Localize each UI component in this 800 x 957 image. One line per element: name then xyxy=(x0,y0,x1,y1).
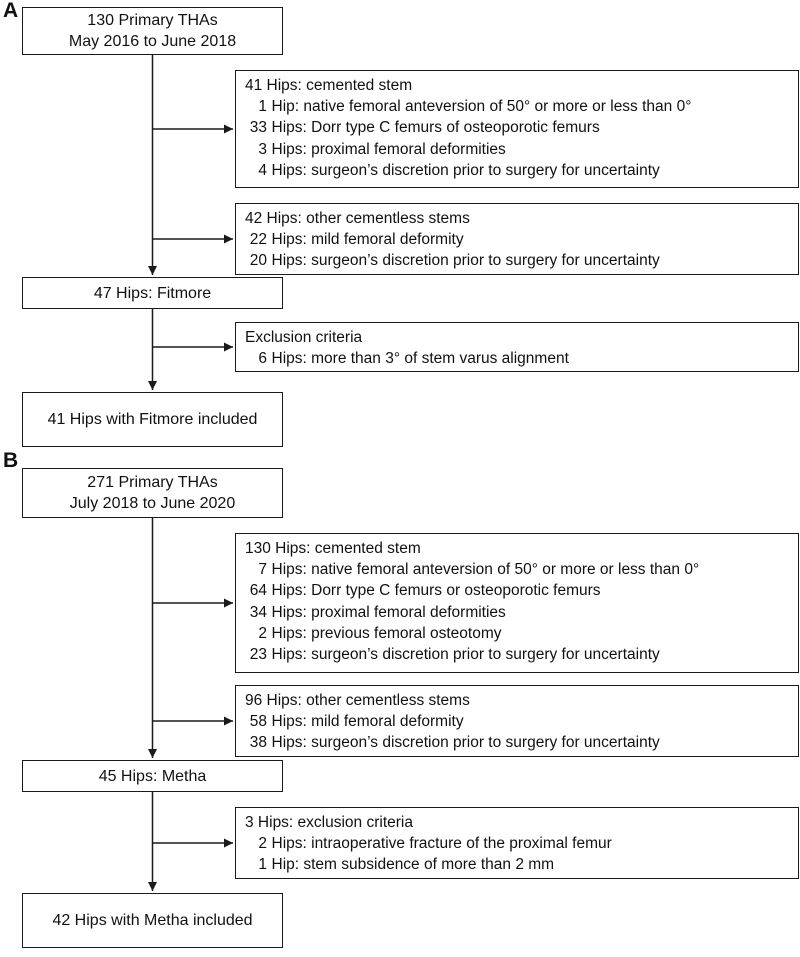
detail-item xyxy=(245,139,790,160)
item-count: 3 xyxy=(258,140,267,158)
item-count: 2 xyxy=(258,835,267,853)
detail-item xyxy=(245,732,790,753)
panel-a-cemented-stem-box xyxy=(235,70,799,188)
item-count: 1 xyxy=(258,856,267,874)
panel-b-cementless-stems-box xyxy=(235,685,799,757)
panel-b-exclusion-box xyxy=(235,807,799,879)
item-count: 6 xyxy=(258,350,267,368)
detail-item xyxy=(245,711,790,732)
panel-b-label: B xyxy=(3,449,19,472)
detail-item xyxy=(245,644,790,665)
item-text: Hip: stem subsidence of more than 2 mm xyxy=(271,856,555,874)
item-text: Hips: Dorr type C femurs of osteoporotic femurs xyxy=(271,119,600,137)
detail-item xyxy=(245,348,790,369)
detail-item xyxy=(245,602,790,623)
item-text: Hips: proximal femoral deformities xyxy=(271,603,506,621)
panel-a-exclusion-box xyxy=(235,322,799,372)
detail-item xyxy=(245,117,790,138)
start-box-line2: May 2016 to June 2018 xyxy=(68,33,237,50)
item-text: Hips: intraoperative fracture of the proximal femur xyxy=(271,835,612,853)
start-box-line1: 130 Primary THAs xyxy=(87,12,218,29)
cohort-box-text: 47 Hips: Fitmore xyxy=(93,284,212,302)
detail-item xyxy=(245,833,790,854)
item-text: Hips: more than 3° of stem varus alignment xyxy=(271,350,569,368)
panel-b-cemented-stem-box xyxy=(235,533,799,673)
panel-a-connectors xyxy=(153,55,234,390)
panel-b-connectors xyxy=(153,518,234,891)
item-text: Hips: surgeon’s discretion prior to surgery for uncertainty xyxy=(271,646,660,664)
start-box-line2: July 2018 to June 2020 xyxy=(69,495,236,512)
item-count: 34 xyxy=(249,603,267,621)
box-title: 130 Hips: cemented stem xyxy=(245,540,421,557)
panel-b-final-box xyxy=(22,893,283,948)
item-count: 2 xyxy=(258,624,267,642)
item-count: 7 xyxy=(258,561,267,579)
panel-a-cohort-box xyxy=(22,277,283,309)
item-count: 4 xyxy=(258,161,267,179)
box-title: 96 Hips: other cementless stems xyxy=(245,692,470,709)
detail-item xyxy=(245,623,790,644)
item-text: Hips: surgeon’s discretion prior to surgery for uncertainty xyxy=(271,734,660,752)
detail-item xyxy=(245,160,790,181)
item-text: Hips: previous femoral osteotomy xyxy=(271,624,502,642)
detail-item xyxy=(245,580,790,601)
box-title: 3 Hips: exclusion criteria xyxy=(245,814,413,831)
box-title: Exclusion criteria xyxy=(245,329,363,346)
panel-b-cohort-box xyxy=(22,760,283,792)
item-text: Hips: surgeon’s discretion prior to surgery for uncertainty xyxy=(271,161,660,179)
detail-item xyxy=(245,250,790,271)
item-text: Hips: mild femoral deformity xyxy=(271,231,464,249)
item-count: 38 xyxy=(249,734,267,752)
detail-item xyxy=(245,854,790,875)
item-text: Hips: native femoral anteversion of 50° or more or less than 0° xyxy=(271,561,700,579)
item-text: Hip: native femoral anteversion of 50° or more or less than 0° xyxy=(271,98,692,116)
panel-a-cementless-stems-box xyxy=(235,203,799,275)
box-title: 41 Hips: cemented stem xyxy=(245,77,413,94)
detail-item xyxy=(245,96,790,117)
final-box-text: 42 Hips with Metha included xyxy=(52,912,253,929)
panel-b-start-box xyxy=(22,468,283,518)
cohort-box-text: 45 Hips: Metha xyxy=(98,767,207,785)
box-title: 42 Hips: other cementless stems xyxy=(245,210,470,227)
start-box-line1: 271 Primary THAs xyxy=(87,474,218,491)
panel-a-start-box xyxy=(22,7,283,55)
detail-item xyxy=(245,559,790,580)
item-count: 58 xyxy=(249,713,267,731)
item-count: 64 xyxy=(249,582,267,600)
item-count: 33 xyxy=(249,119,267,137)
item-text: Hips: surgeon’s discretion prior to surgery for uncertainty xyxy=(271,252,660,270)
item-count: 23 xyxy=(249,646,267,664)
detail-item xyxy=(245,229,790,250)
item-text: Hips: Dorr type C femurs or osteoporotic femurs xyxy=(271,582,601,600)
item-count: 1 xyxy=(258,98,267,116)
panel-a-label: A xyxy=(3,0,19,22)
panel-a-final-box xyxy=(22,392,283,447)
item-text: Hips: mild femoral deformity xyxy=(271,713,464,731)
final-box-text: 41 Hips with Fitmore included xyxy=(47,411,258,428)
item-count: 20 xyxy=(249,252,267,270)
item-text: Hips: proximal femoral deformities xyxy=(271,140,506,158)
item-count: 22 xyxy=(249,231,267,249)
